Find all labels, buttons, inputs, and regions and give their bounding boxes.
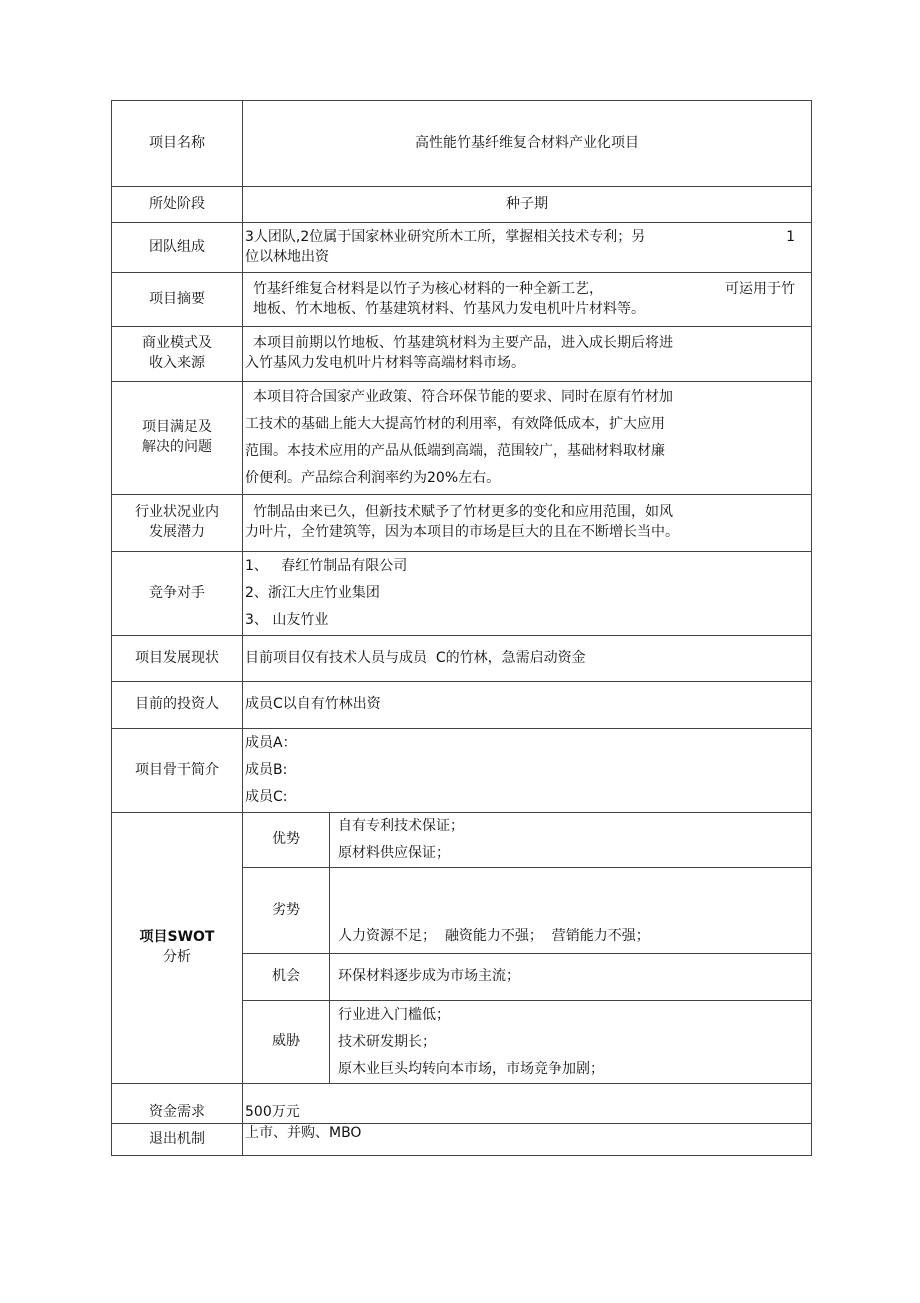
swot-strengths-value bbox=[330, 813, 812, 868]
summary-line-1 bbox=[245, 280, 807, 300]
swot-strength-item: 原材料供应保证； bbox=[338, 845, 450, 861]
project-info-table bbox=[111, 100, 812, 1156]
member-item: 成员C: bbox=[245, 789, 288, 805]
problems-line-2: 工技术的基础上能大大提高竹材的利用率，有效降低成本，扩大应用 bbox=[245, 416, 665, 432]
investors-label: 目前的投资人 bbox=[112, 682, 243, 729]
team-label: 团队组成 bbox=[112, 223, 243, 273]
swot-label-line-1: 项目SWOT bbox=[139, 929, 215, 946]
problems-line-3: 范围。本技术应用的产品从低端到高端，范围较广，基础材料取材廉 bbox=[245, 443, 665, 459]
row-exit bbox=[112, 1124, 812, 1156]
member-item: 成员A： bbox=[245, 735, 297, 751]
row-business-model bbox=[112, 327, 812, 382]
member-item: 成员B: bbox=[245, 762, 288, 778]
competitor-item: 2、浙江大庄竹业集团 bbox=[245, 585, 380, 601]
row-funding bbox=[112, 1084, 812, 1124]
competitors-label: 竞争对手 bbox=[112, 552, 243, 636]
business-model-line-1: 本项目前期以竹地板、竹基建筑材料为主要产品，进入成长期后将进 bbox=[253, 335, 673, 352]
row-team bbox=[112, 223, 812, 273]
problems-line-1: 本项目符合国家产业政策、符合环保节能的要求、同时在原有竹材加 bbox=[253, 389, 673, 405]
business-model-label bbox=[112, 327, 243, 382]
swot-weaknesses-value bbox=[330, 868, 812, 954]
competitors-value bbox=[243, 552, 812, 636]
industry-line-2: 力叶片，全竹建筑等，因为本项目的市场是巨大的且在不断增长当中。 bbox=[245, 524, 679, 540]
industry-value bbox=[243, 495, 812, 552]
industry-label bbox=[112, 495, 243, 552]
team-line-1 bbox=[245, 228, 807, 248]
swot-threat-item: 行业进入门槛低； bbox=[338, 1006, 450, 1023]
business-model-label-line-1: 商业模式及 bbox=[142, 335, 212, 352]
problems-label-line-2: 解决的问题 bbox=[142, 439, 212, 455]
summary-label: 项目摘要 bbox=[112, 273, 243, 327]
swot-weakness-item: 人力资源不足； 融资能力不强； 营销能力不强； bbox=[338, 928, 650, 945]
row-stage bbox=[112, 187, 812, 223]
swot-opportunities-key: 机会 bbox=[243, 954, 330, 1001]
funding-value: 500万元 bbox=[243, 1084, 812, 1124]
competitor-item: 3、 山友竹业 bbox=[245, 612, 329, 628]
funding-label: 资金需求 bbox=[112, 1084, 243, 1124]
summary-line-2: 地板、竹木地板、竹基建筑材料、竹基风力发电机叶片材料等。 bbox=[253, 300, 645, 317]
swot-weaknesses-key: 劣势 bbox=[243, 868, 330, 954]
swot-opportunities-value bbox=[330, 954, 812, 1001]
row-competitors bbox=[112, 552, 812, 636]
competitor-item: 1、 春红竹制品有限公司 bbox=[245, 558, 408, 574]
team-line-2: 位以林地出资 bbox=[245, 248, 329, 265]
swot-strength-item: 自有专利技术保证； bbox=[338, 818, 464, 834]
problems-line-4: 价便利。产品综合利润率约为20%左右。 bbox=[245, 470, 501, 486]
swot-label-line-2: 分析 bbox=[163, 949, 191, 965]
problems-label bbox=[112, 382, 243, 495]
row-status bbox=[112, 636, 812, 682]
row-members bbox=[112, 729, 812, 813]
swot-threats-key: 威胁 bbox=[243, 1001, 330, 1084]
status-label: 项目发展现状 bbox=[112, 636, 243, 682]
business-model-value bbox=[243, 327, 812, 382]
summary-value bbox=[243, 273, 812, 327]
investors-value: 成员C以自有竹林出资 bbox=[243, 682, 812, 729]
row-investors bbox=[112, 682, 812, 729]
industry-label-line-1: 行业状况业内 bbox=[135, 504, 219, 521]
row-swot-strengths bbox=[112, 813, 812, 868]
exit-value: 上市、并购、MBO bbox=[243, 1124, 812, 1156]
swot-label bbox=[112, 813, 243, 1084]
swot-strengths-key: 优势 bbox=[243, 813, 330, 868]
swot-threats-value bbox=[330, 1001, 812, 1084]
summary-line-1-text: 竹基纤维复合材料是以竹子为核心材料的一种全新工艺， bbox=[253, 280, 603, 297]
project-name-label: 项目名称 bbox=[112, 101, 243, 187]
business-model-label-line-2: 收入来源 bbox=[149, 355, 205, 371]
row-summary bbox=[112, 273, 812, 327]
stage-label: 所处阶段 bbox=[112, 187, 243, 223]
swot-threat-item: 技术研发期长； bbox=[338, 1033, 436, 1050]
row-project-name bbox=[112, 101, 812, 187]
swot-threat-item: 原木业巨头均转向本市场，市场竞争加剧； bbox=[338, 1060, 604, 1077]
project-name-value: 高性能竹基纤维复合材料产业化项目 bbox=[243, 101, 812, 187]
team-line-1-tail: 1 bbox=[786, 228, 795, 245]
business-model-line-2: 入竹基风力发电机叶片材料等高端材料市场。 bbox=[245, 355, 525, 371]
industry-label-line-2: 发展潜力 bbox=[149, 524, 205, 540]
problems-label-line-1: 项目满足及 bbox=[142, 419, 212, 436]
members-value bbox=[243, 729, 812, 813]
exit-label: 退出机制 bbox=[112, 1124, 243, 1156]
stage-value: 种子期 bbox=[243, 187, 812, 223]
swot-opportunity-item: 环保材料逐步成为市场主流； bbox=[338, 968, 520, 985]
problems-value bbox=[243, 382, 812, 495]
industry-line-1: 竹制品由来已久，但新技术赋予了竹材更多的变化和应用范围，如风 bbox=[253, 504, 673, 521]
status-value: 目前项目仅有技术人员与成员 C的竹林，急需启动资金 bbox=[243, 636, 812, 682]
row-industry bbox=[112, 495, 812, 552]
team-value bbox=[243, 223, 812, 273]
team-line-1-text: 3人团队,2位属于国家林业研究所木工所，掌握相关技术专利；另 bbox=[245, 228, 646, 245]
summary-line-1-tail: 可运用于竹 bbox=[725, 280, 795, 297]
members-label: 项目骨干简介 bbox=[112, 729, 243, 813]
row-problems bbox=[112, 382, 812, 495]
